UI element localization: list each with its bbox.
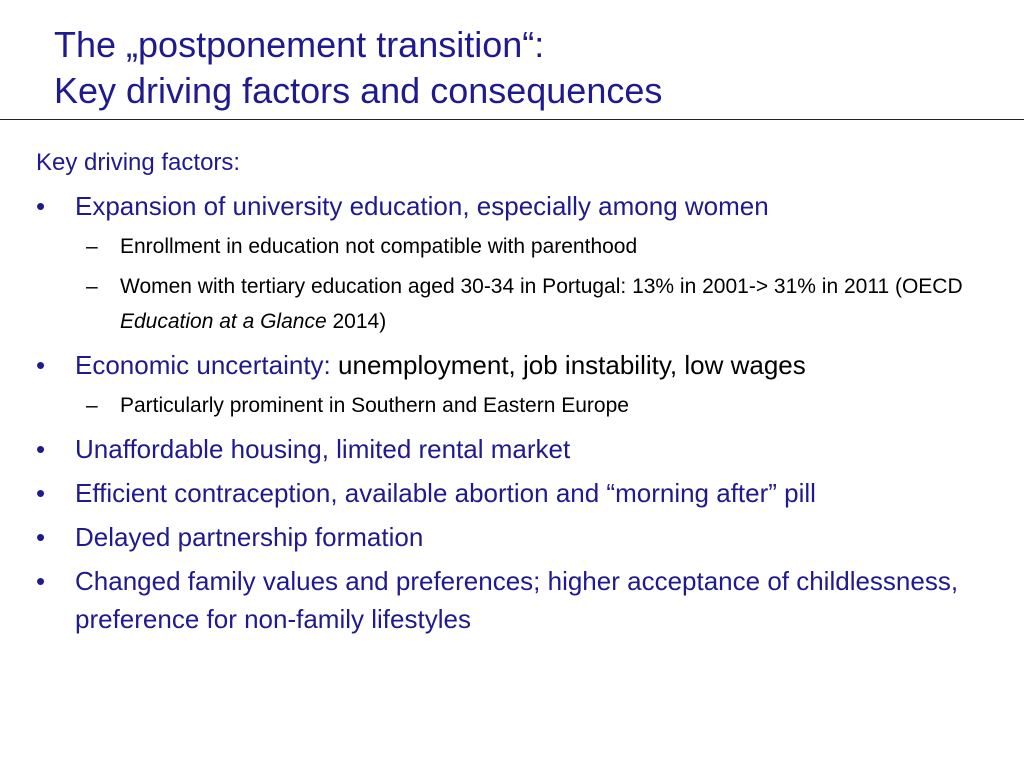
sub-bullet-text: Enrollment in education not compatible with parenthood: [120, 235, 638, 258]
bullet-text: Efficient contraception, available abortion and “morning after” pill: [75, 478, 816, 508]
slide-title: [54, 22, 994, 114]
bullet-text: Delayed partnership formation: [75, 522, 424, 552]
bullet-icon: •: [36, 191, 46, 221]
dash-icon: –: [86, 394, 98, 417]
sub-bullet-text-end: 2014): [326, 310, 387, 333]
sub-bullet-item: [36, 269, 996, 339]
bullet-text: Unaffordable housing, limited rental market: [75, 434, 571, 464]
bullet-item: [36, 187, 996, 225]
dash-icon: –: [86, 235, 98, 258]
bullet-icon: •: [36, 522, 46, 552]
sub-bullet-text: Particularly prominent in Southern and Eastern Europe: [120, 394, 629, 417]
sub-bullet-item: [36, 388, 996, 423]
section-heading: Key driving factors:: [36, 149, 241, 176]
bullet-text: Changed family values and preferences; higher acceptance of childlessness, preference for non-family lifestyles: [75, 566, 959, 634]
bullet-item: [36, 474, 996, 512]
sub-bullet-item: [36, 229, 996, 264]
bullet-item: [36, 346, 996, 384]
bullet-item: [36, 430, 996, 468]
bullet-icon: •: [36, 566, 46, 596]
bullet-text-detail: unemployment, job instability, low wages: [330, 350, 806, 380]
bullet-text: Expansion of university education, especially among women: [75, 191, 769, 221]
bullet-item: [36, 518, 996, 556]
title-line-1: The „postponement transition“:: [54, 24, 545, 65]
dash-icon: –: [86, 275, 98, 298]
bullet-icon: •: [36, 434, 46, 464]
bullet-text: Economic uncertainty:: [75, 350, 331, 380]
sub-bullet-text: Women with tertiary education aged 30-34 in Portugal: 13% in 2001-> 31% in 2011 (OECD: [120, 275, 963, 298]
title-line-2: Key driving factors and consequences: [54, 70, 663, 111]
title-divider: [0, 119, 1024, 120]
bullet-icon: •: [36, 350, 46, 380]
bullet-icon: •: [36, 478, 46, 508]
slide-body: [36, 143, 996, 644]
bullet-item: [36, 562, 996, 638]
source-title: Education at a Glance: [120, 310, 327, 333]
